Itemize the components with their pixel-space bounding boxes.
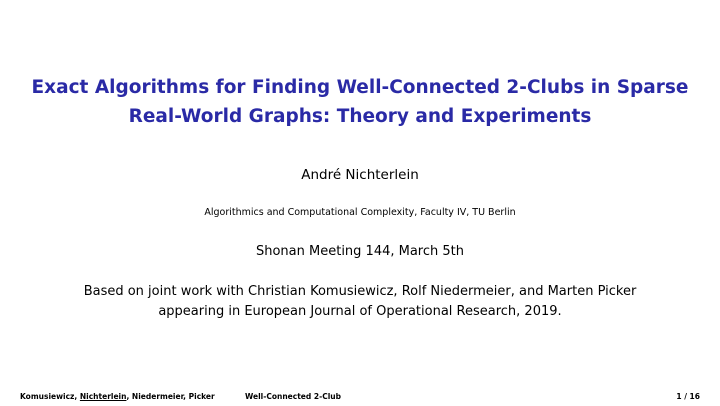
slide-title (20, 73, 700, 131)
slide-title-line-1: Exact Algorithms for Finding Well-Connected 2-Clubs in Sparse (31, 77, 689, 98)
affiliation: Algorithmics and Computational Complexity, Faculty IV, TU Berlin (204, 207, 516, 218)
event-info: Shonan Meeting 144, March 5th (255, 244, 464, 259)
footer-authors (20, 392, 215, 401)
footer-short-title: Well-Connected 2-Club (245, 392, 341, 401)
joint-work-note (20, 282, 700, 322)
slide-title-line-2: Real-World Graphs: Theory and Experiments (128, 106, 592, 127)
joint-work-note-line-1: Based on joint work with Christian Komusiewicz, Rolf Niedermeier, and Marten Picker (83, 284, 637, 299)
footer-author-after: , Niedermeier, Picker (126, 392, 215, 401)
footer-author-before: Komusiewicz, (20, 392, 80, 401)
footer-author-highlight: Nichterlein (79, 392, 127, 401)
joint-work-note-line-2: appearing in European Journal of Operational Research, 2019. (158, 304, 562, 319)
footer-page-number: 1 / 16 (676, 392, 700, 401)
author-name: André Nichterlein (301, 167, 419, 183)
slide-footer (0, 392, 720, 404)
